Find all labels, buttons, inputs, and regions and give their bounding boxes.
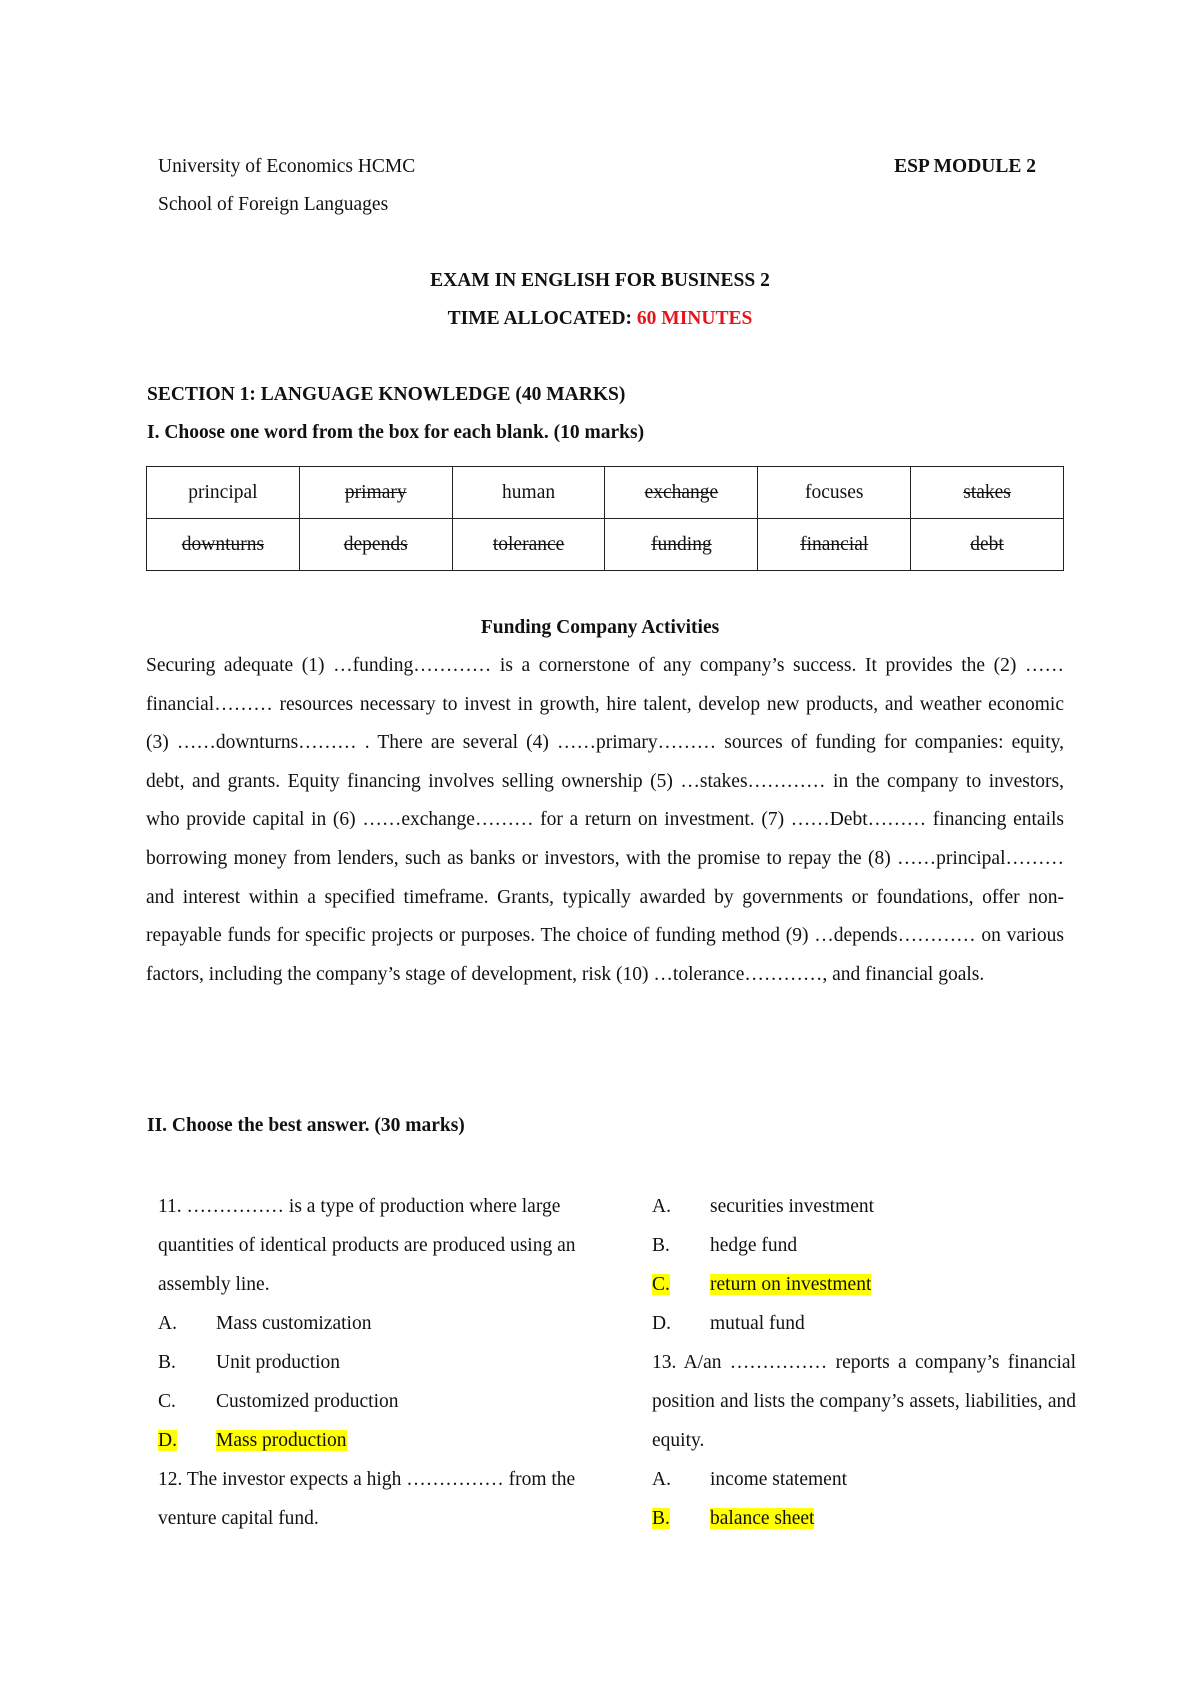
part2-instruction: II. Choose the best answer. (30 marks) [147, 1115, 465, 1136]
word-box-row [147, 467, 1064, 519]
word-cell: tolerance [452, 519, 605, 571]
word-cell: human [452, 467, 605, 519]
word-cell: funding [605, 519, 758, 571]
option-text-highlighted: Mass production [216, 1430, 347, 1451]
question-13-option-a [652, 1460, 1076, 1499]
option-text: income statement [710, 1469, 847, 1490]
word-cell: debt [911, 519, 1064, 571]
exam-title-block [0, 262, 1200, 338]
question-13-text: 13. A/an …………… reports a company’s financial position and lists the company’s assets, liabilities, and equity. [652, 1352, 1076, 1451]
option-letter-highlighted: C. [652, 1274, 670, 1295]
word-box-row [147, 519, 1064, 571]
option-letter: A. [652, 1469, 671, 1490]
word-cell: principal [147, 467, 300, 519]
word-cell: downturns [147, 519, 300, 571]
question-11-option-d [158, 1421, 578, 1460]
word-cell: focuses [758, 467, 911, 519]
question-12-option-b [652, 1226, 1076, 1265]
school-name: School of Foreign Languages [158, 194, 389, 215]
option-text-highlighted: balance sheet [710, 1508, 815, 1529]
option-letter: C. [158, 1391, 176, 1412]
question-12-option-d [652, 1304, 1076, 1343]
questions-left-column [158, 1187, 578, 1538]
time-allocated [0, 300, 1200, 338]
question-11-text: 11. …………… is a type of production where large quantities of identical products are produced using an assembly line. [158, 1196, 576, 1295]
option-letter: B. [158, 1352, 176, 1373]
exam-title: EXAM IN ENGLISH FOR BUSINESS 2 [430, 270, 770, 291]
option-letter-highlighted: D. [158, 1430, 177, 1451]
university-name: University of Economics HCMC [158, 156, 416, 177]
question-13-option-b [652, 1499, 1076, 1538]
option-text: securities investment [710, 1196, 875, 1217]
section1-header [147, 376, 644, 452]
passage-title: Funding Company Activities [480, 617, 720, 638]
option-text: Mass customization [216, 1313, 372, 1334]
header-left [158, 148, 415, 224]
question-12-option-a [652, 1187, 1076, 1226]
option-letter: B. [652, 1235, 670, 1256]
word-cell: stakes [911, 467, 1064, 519]
section1-title: SECTION 1: LANGUAGE KNOWLEDGE (40 MARKS) [147, 384, 626, 405]
option-text: Unit production [216, 1352, 341, 1373]
option-letter: D. [652, 1313, 671, 1334]
question-11-option-a [158, 1304, 578, 1343]
word-cell: depends [299, 519, 452, 571]
passage-text: Securing adequate (1) …funding………… is a cornerstone of any company’s success. It provides the (2) ……financial……… resources necessary to invest in growth, hire talent, develop new products, and weather economic (3) ……downturns……… . There are several (4) ……primary……… sources of funding for companies: equity, debt, and grants. Equity financing involves selling ownership (5) …stakes………… in the company to investors, who provide capital in (6) ……exchange……… for a return on investment. (7) ……Debt……… financing entails borrowing money from lenders, such as banks or investors, with the promise to repay the (8) ……principal……… and interest within a specified timeframe. Grants, typically awarded by governments or foundations, offer non-repayable funds for specific projects or purposes. The choice of funding method (9) …depends………… on various factors, including the company’s stage of development, risk (10) …tolerance…………, and financial goals. [146, 655, 1064, 985]
option-text: Customized production [216, 1391, 399, 1412]
question-11-option-b [158, 1343, 578, 1382]
question-11-option-c [158, 1382, 578, 1421]
word-cell: exchange [605, 467, 758, 519]
option-text-highlighted: return on investment [710, 1274, 872, 1295]
question-12-text: 12. The investor expects a high …………… from the venture capital fund. [158, 1469, 576, 1529]
word-box [146, 466, 1064, 571]
time-label: TIME ALLOCATED: [447, 308, 633, 329]
part1-instruction: I. Choose one word from the box for each blank. (10 marks) [147, 422, 645, 443]
option-letter-highlighted: B. [652, 1508, 670, 1529]
option-text: hedge fund [710, 1235, 798, 1256]
questions-right-column [652, 1187, 1076, 1538]
word-cell: financial [758, 519, 911, 571]
option-text: mutual fund [710, 1313, 805, 1334]
time-value: 60 MINUTES [636, 308, 753, 329]
word-cell: primary [299, 467, 452, 519]
question-12-option-c [652, 1265, 1076, 1304]
module-label: ESP MODULE 2 [894, 156, 1036, 177]
option-letter: A. [652, 1196, 671, 1217]
option-letter: A. [158, 1313, 177, 1334]
